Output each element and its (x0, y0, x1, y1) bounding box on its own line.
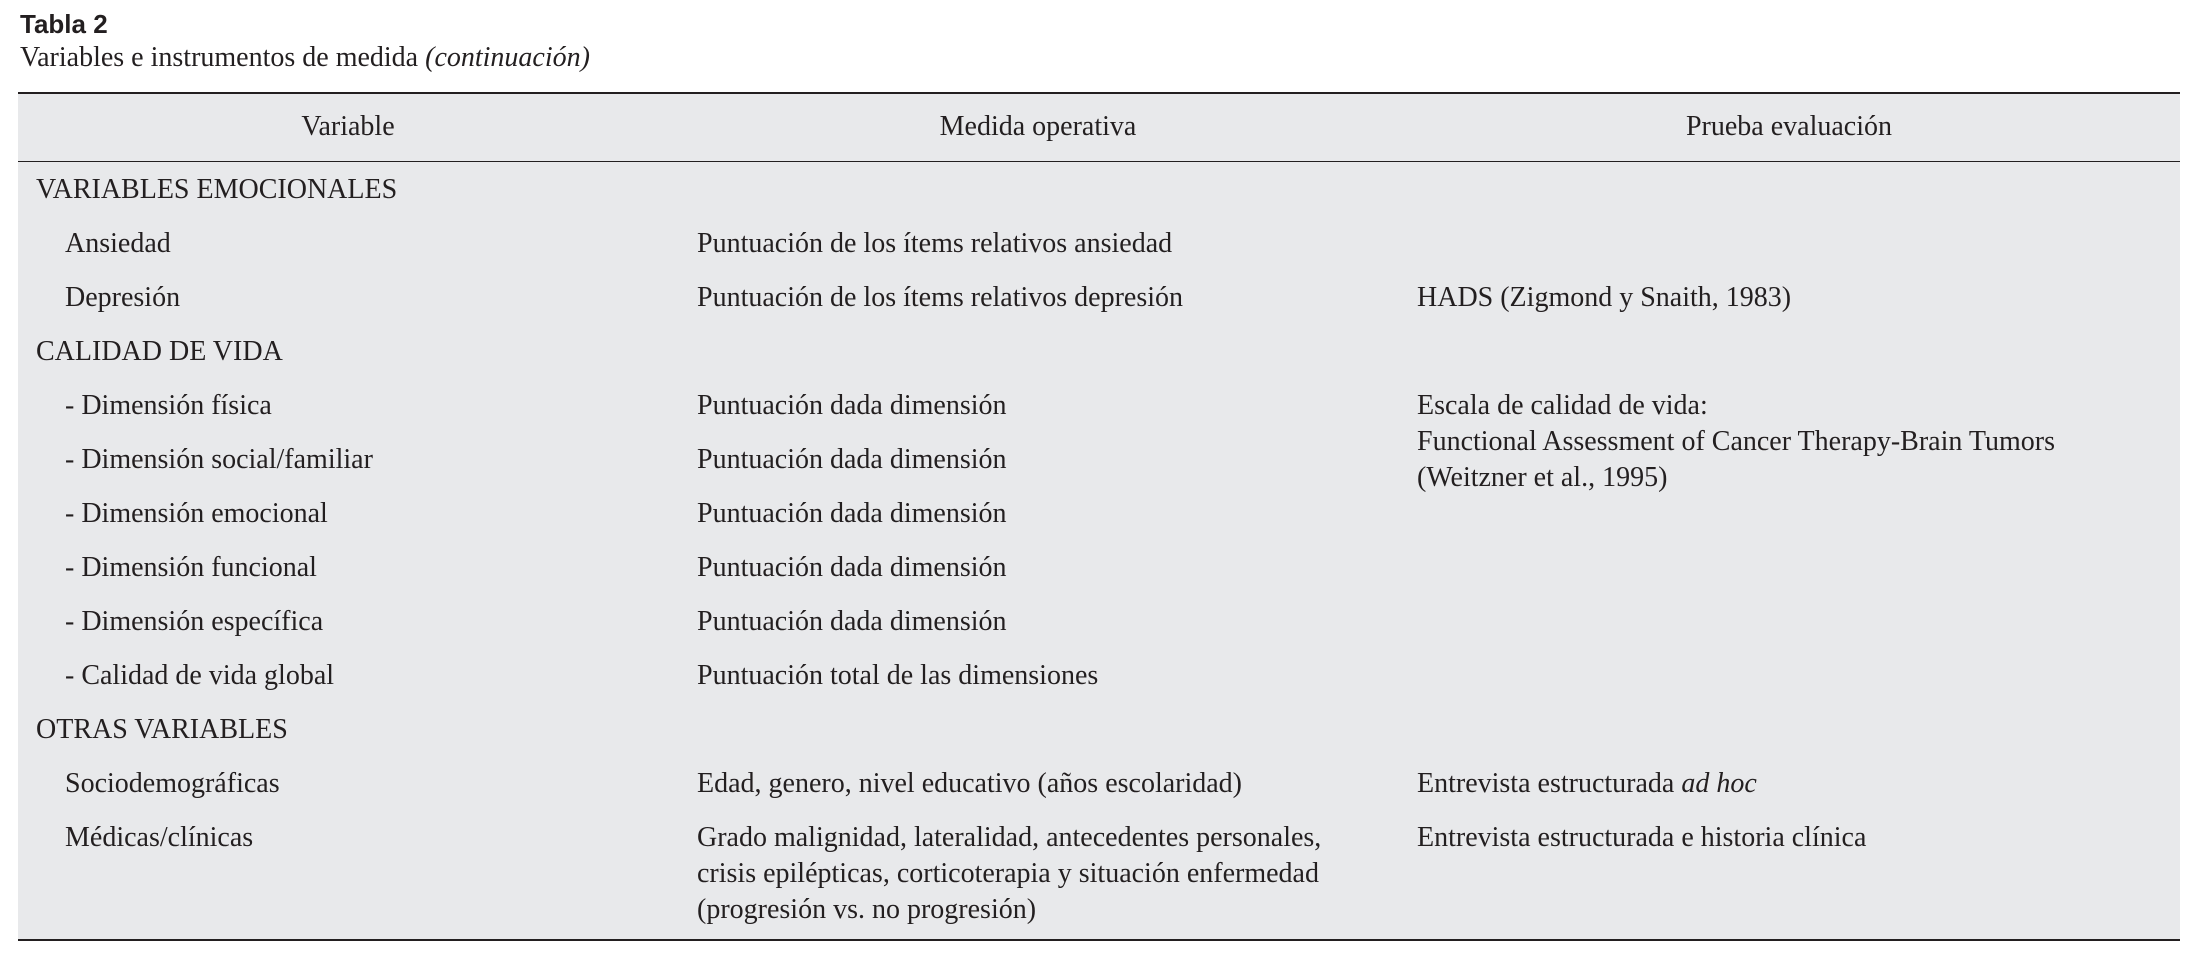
cell-medida-line: (progresión vs. no progresión) (697, 894, 1037, 925)
cell-medida (697, 820, 1321, 928)
cell-variable: - Dimensión funcional (65, 552, 317, 583)
cell-variable: - Dimensión física (65, 390, 272, 421)
cell-medida: Puntuación total de las dimensiones (697, 660, 1099, 691)
cell-variable: Depresión (65, 282, 181, 313)
cell-variable: - Dimensión específica (65, 606, 324, 637)
header-prueba-evaluacion: Prueba evaluación (1685, 111, 1893, 142)
cell-prueba-line: Escala de calidad de vida: (1417, 390, 1708, 421)
data-table (18, 92, 2180, 941)
cell-variable: Médicas/clínicas (65, 822, 254, 853)
cell-variable: Sociodemográficas (65, 768, 280, 799)
cell-medida: Edad, genero, nivel educativo (años escolaridad) (697, 768, 1243, 799)
cell-variable: - Calidad de vida global (65, 660, 335, 691)
cell-medida: Puntuación dada dimensión (697, 606, 1007, 637)
header-variable: Variable (301, 111, 395, 142)
cell-prueba-line: (Weitzner et al., 1995) (1417, 462, 1668, 493)
table-title: Tabla 2 (20, 9, 108, 39)
section-label: VARIABLES EMOCIONALES (36, 174, 398, 205)
section-label: CALIDAD DE VIDA (36, 336, 283, 367)
cell-prueba: Entrevista estructurada e historia clínica (1417, 822, 1867, 853)
cell-prueba: HADS (Zigmond y Snaith, 1983) (1417, 282, 1792, 313)
cell-prueba-line: Functional Assessment of Cancer Therapy-Brain Tumors (1417, 426, 2055, 457)
cell-medida: Puntuación dada dimensión (697, 390, 1007, 421)
table-subtitle-text: Variables e instrumentos de medida (20, 42, 419, 73)
cell-variable: - Dimensión emocional (65, 498, 328, 529)
cell-prueba (1417, 766, 1757, 802)
cell-prueba (1417, 388, 2055, 496)
cell-medida: Puntuación dada dimensión (697, 444, 1007, 475)
header-medida-operativa: Medida operativa (939, 111, 1137, 142)
cell-medida: Puntuación dada dimensión (697, 498, 1007, 529)
cell-variable: Ansiedad (65, 228, 171, 259)
table-caption (20, 8, 2170, 76)
cell-medida-line: crisis epilépticas, corticoterapia y situación enfermedad (697, 858, 1319, 889)
cell-prueba-text: Entrevista estructurada (1417, 768, 1675, 799)
cell-prueba-italic: ad hoc (1681, 768, 1757, 799)
table-subtitle (20, 40, 2170, 76)
cell-medida: Puntuación dada dimensión (697, 552, 1007, 583)
cell-variable: - Dimensión social/familiar (65, 444, 373, 475)
cell-medida-line: Grado malignidad, lateralidad, antecedentes personales, (697, 822, 1322, 853)
cell-medida: Puntuación de los ítems relativos ansiedad (697, 228, 1173, 259)
section-label: OTRAS VARIABLES (36, 714, 288, 745)
cell-medida: Puntuación de los ítems relativos depresión (697, 282, 1184, 313)
table-header (18, 94, 2180, 162)
table-subtitle-italic: (continuación) (425, 42, 590, 73)
